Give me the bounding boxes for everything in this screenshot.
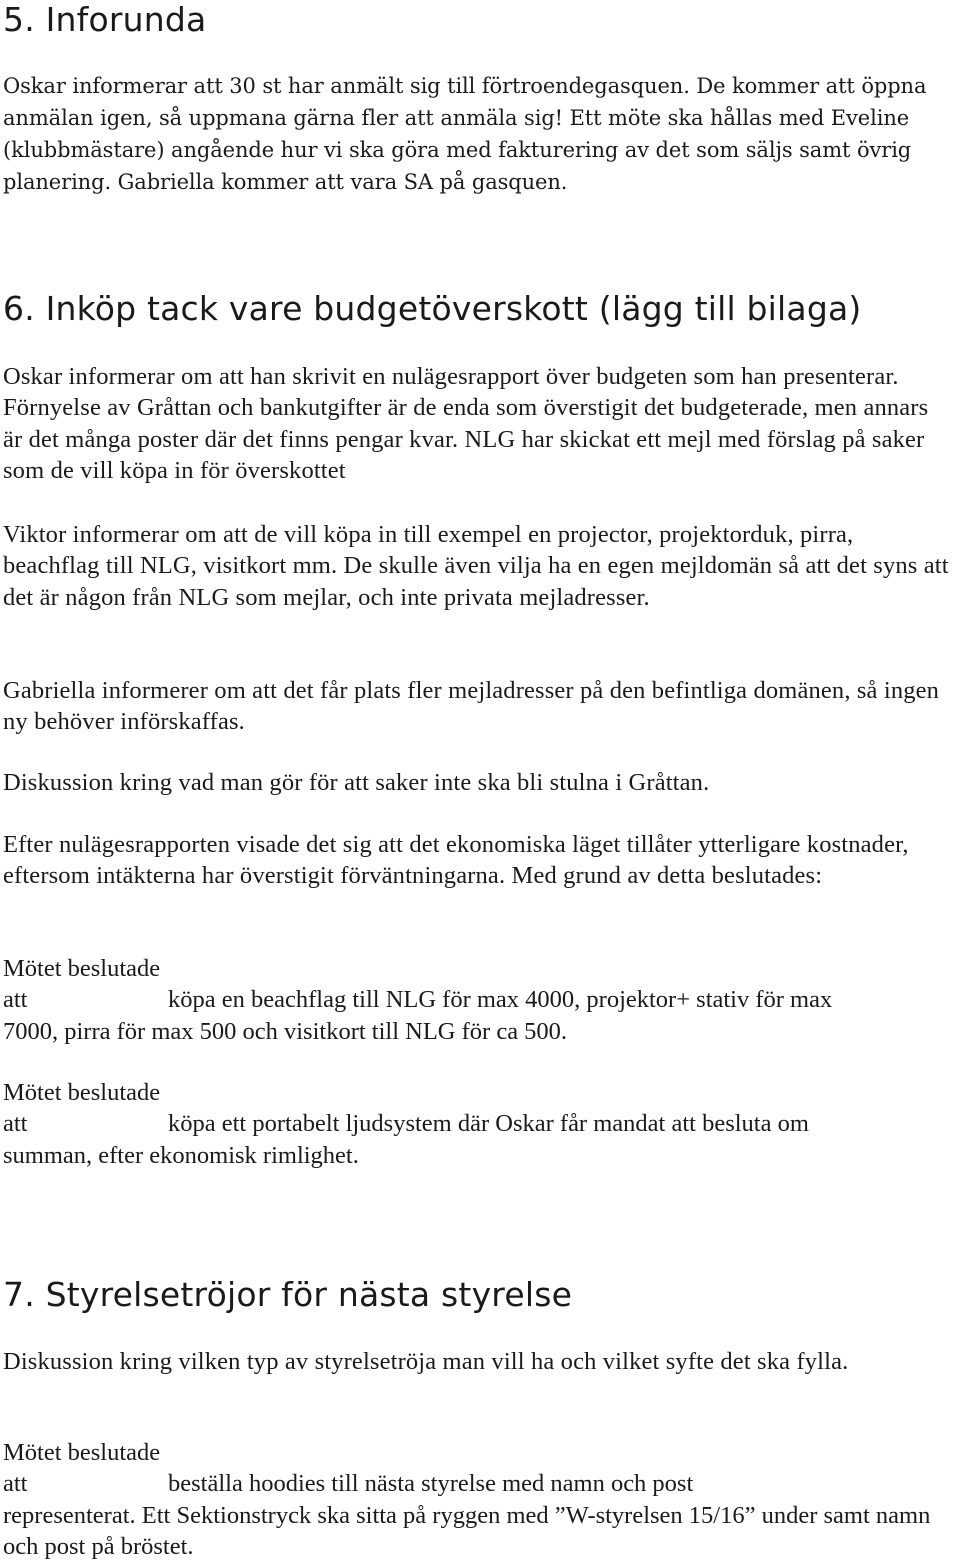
decision-first-line: [3, 1468, 953, 1499]
section-6-paragraph-1: Oskar informerar om att han skrivit en nulägesrapport över budgeten som han presenterar. Förnyelse av Gråttan och bankutgifter är de enda som överstigit det budgeterade, men annars är det många poster där det finns pengar kvar. NLG har skickat ett mejl med förslag på saker som de vill köpa in för överskottet: [3, 363, 929, 484]
section-6-heading: 6. Inköp tack vare budgetöverskott (lägg till bilaga): [3, 289, 862, 328]
decision-text: beställa hoodies till nästa styrelse med namn och post: [168, 1470, 694, 1498]
decision-first-line: [3, 1108, 953, 1139]
decision-rest: 7000, pirra för max 500 och visitkort till NLG för ca 500.: [3, 1017, 568, 1045]
decision-att: att: [3, 986, 28, 1014]
decision-text: köpa en beachflag till NLG för max 4000, projektor+ stativ för max: [168, 986, 833, 1014]
decision-first-line: [3, 984, 953, 1015]
decision-rest: summan, efter ekonomisk rimlighet.: [3, 1141, 359, 1169]
decision-att: att: [3, 1470, 28, 1498]
section-6-paragraph-3: Gabriella informerer om att det får plats fler mejladresser på den befintliga domänen, så ingen ny behöver införskaffas.: [3, 677, 940, 736]
section-6-paragraph-4: Diskussion kring vad man gör för att saker inte ska bli stulna i Gråttan.: [3, 769, 710, 796]
section-7-heading: 7. Styrelsetröjor för nästa styrelse: [3, 1275, 573, 1314]
section-6-decision-2: [3, 1077, 953, 1171]
decision-label: Mötet beslutade: [3, 1079, 161, 1106]
section-5-heading: 5. Inforunda: [3, 0, 207, 39]
section-6-paragraph-2: Viktor informerar om att de vill köpa in till exempel en projector, projektorduk, pirra, beachflag till NLG, visitkort mm. De skulle även vilja ha en egen mejldomän så att det syns att det är någon från NLG som mejlar, och inte privata mejladresser.: [3, 521, 949, 611]
decision-att: att: [3, 1110, 28, 1138]
decision-label: Mötet beslutade: [3, 1439, 161, 1466]
section-6-decision-1: [3, 953, 953, 1047]
decision-label: Mötet beslutade: [3, 955, 161, 982]
section-5-paragraph: Oskar informerar att 30 st har anmält sig till förtroendegasquen. De kommer att öppna anmälan igen, så uppmana gärna fler att anmäla sig! Ett möte ska hållas med Eveline (klubbmästare) angående hur vi ska göra med fakturering av det som säljs samt övrig planering. Gabriella kommer att vara SA på gasquen.: [3, 74, 927, 194]
section-7-paragraph: Diskussion kring vilken typ av styrelsetröja man vill ha och vilket syfte det ska fylla.: [3, 1348, 849, 1375]
section-7-decision: [3, 1437, 953, 1562]
section-6-paragraph-5: Efter nulägesrapporten visade det sig att det ekonomiska läget tillåter ytterligare kostnader, eftersom intäkterna har överstigit förväntningarna. Med grund av detta beslutades:: [3, 831, 909, 890]
decision-text: köpa ett portabelt ljudsystem där Oskar får mandat att besluta om: [168, 1110, 809, 1138]
decision-rest: representerat. Ett Sektionstryck ska sitta på ryggen med ”W-styrelsen 15/16” under samt namn och post på bröstet.: [3, 1501, 931, 1560]
